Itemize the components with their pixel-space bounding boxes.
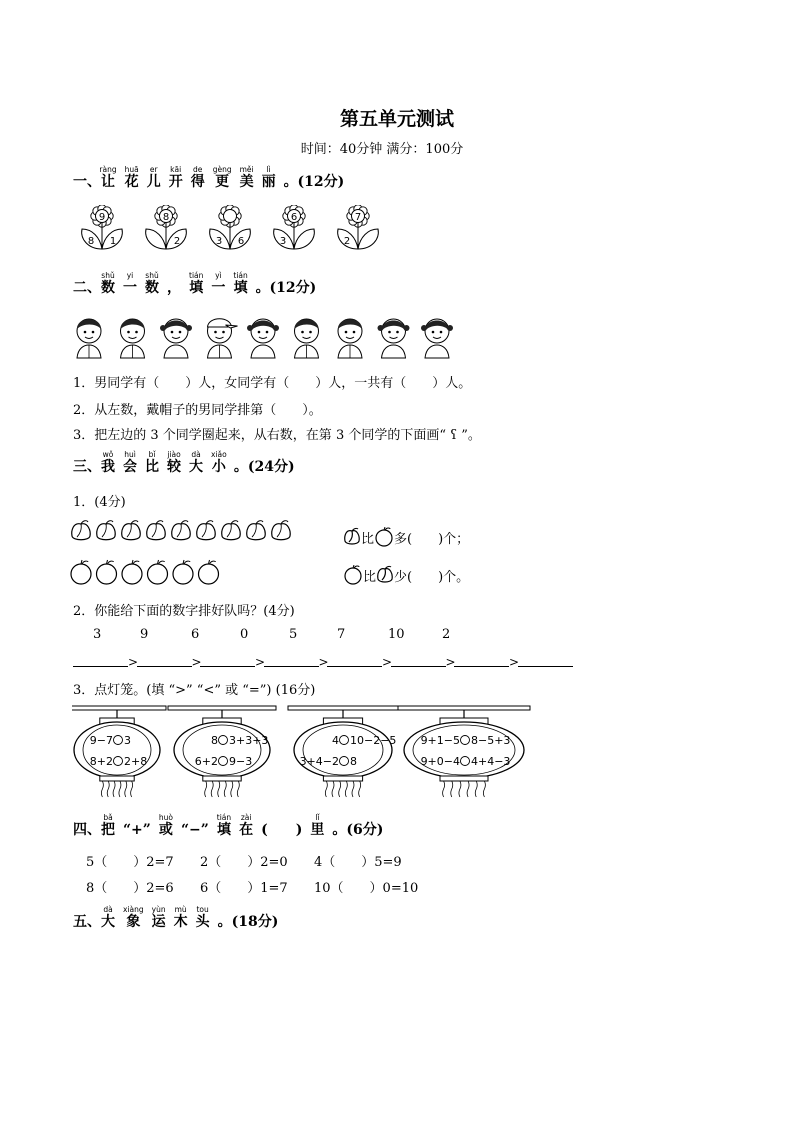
page-title: 第五单元测试: [339, 108, 454, 130]
child-capboy: [208, 319, 238, 358]
flower-center-number: 7: [354, 212, 362, 223]
pinyin: xiǎo: [211, 450, 227, 459]
section-score: 。(24分): [233, 459, 295, 475]
lantern-expr-right: 8: [350, 755, 357, 768]
section-number: 三、: [73, 459, 101, 475]
leaf-left-number: 2: [343, 236, 351, 247]
lantern-expr-left: 6+2: [194, 755, 218, 768]
child-girl: [247, 319, 279, 358]
heading-char: 或huò: [158, 813, 173, 838]
lantern-expr-left: 8+2: [89, 755, 113, 768]
greater-than-sign: >: [128, 655, 139, 669]
heading-char: 较jiào: [167, 450, 181, 475]
equation[interactable]: 2（ ）2=0: [200, 855, 288, 870]
section-4-heading: [73, 814, 383, 839]
pinyin: yùn: [151, 905, 166, 914]
pinyin: huā: [124, 165, 139, 174]
peach-icon: [222, 521, 240, 540]
digit: 10: [388, 627, 405, 642]
section-1-heading: [73, 166, 344, 191]
heading-char: 木mù: [173, 905, 188, 930]
section-5-heading: [73, 906, 278, 931]
section-score: 。(18分): [217, 914, 279, 930]
question-2-2: 2．从左数，戴帽子的男同学排第（ ）。: [73, 403, 322, 418]
pinyin: ràng: [99, 165, 117, 174]
flower: [210, 205, 251, 249]
heading-char: 填tián: [216, 813, 232, 838]
lantern-expr-right: 9−3: [229, 755, 253, 768]
heading-char: 儿er: [146, 165, 161, 190]
fruit-rows-illustration: [70, 515, 300, 595]
equation[interactable]: 8（ ）2=6: [86, 881, 174, 896]
section-number: 二、: [73, 280, 101, 296]
child-boy: [77, 319, 101, 358]
digit: 5: [289, 627, 298, 642]
answer-blank[interactable]: [73, 665, 128, 667]
question-2-1: 1．男同学有（ ）人，女同学有（ ）人，一共有（ ）人。: [73, 376, 472, 391]
digit: 7: [337, 627, 346, 642]
answer-blank[interactable]: [391, 665, 446, 667]
heading-char: 数shǔ: [145, 271, 159, 296]
pinyin: dà: [101, 905, 115, 914]
pinyin: huì: [123, 450, 137, 459]
pinyin: kāi: [168, 165, 183, 174]
section-number: 五、: [73, 914, 101, 930]
leaf-right-number: 2: [173, 236, 181, 247]
page-subtitle: 时间：40分钟 满分：100分: [300, 142, 464, 157]
compare-circle: [340, 757, 349, 766]
pinyin: huò: [158, 813, 173, 822]
compare-less-blank[interactable]: 少( )个。: [394, 569, 470, 585]
compare-circle: [114, 736, 123, 745]
heading-char: 会huì: [123, 450, 137, 475]
pinyin: jiào: [167, 450, 181, 459]
equation[interactable]: 5（ ）2=7: [86, 855, 174, 870]
heading-char: 我wǒ: [101, 450, 115, 475]
section-score: 。(12分): [255, 280, 317, 296]
heading-char: 一yì: [211, 271, 226, 296]
flower-center-number: 6: [290, 212, 298, 223]
pinyin: shǔ: [145, 271, 159, 280]
flower: [146, 205, 187, 249]
heading-char: 头tou: [195, 905, 210, 930]
answer-blank[interactable]: [327, 665, 382, 667]
lantern-expr-left: 9+1−5: [420, 734, 460, 747]
leaf-left-number: 3: [215, 236, 223, 247]
question-3-3: 3．点灯笼。(填 “>” “<” 或 “=”) (16分): [73, 683, 316, 698]
lantern: [168, 706, 276, 797]
pinyin: lì: [261, 165, 276, 174]
heading-char: 比bǐ: [145, 450, 159, 475]
compare-circle: [114, 757, 123, 766]
heading-char: 里lǐ: [310, 813, 325, 838]
heading-char: 运yùn: [151, 905, 166, 930]
answer-blank[interactable]: [200, 665, 255, 667]
apple-icon: [71, 560, 91, 584]
compare-circle: [219, 757, 228, 766]
heading-char: 一yi: [123, 271, 137, 296]
answer-blank[interactable]: [518, 665, 573, 667]
pinyin: er: [146, 165, 161, 174]
equation[interactable]: 4（ ）5=9: [314, 855, 402, 870]
compare-peach-apple: [343, 524, 469, 550]
greater-than-sign: >: [509, 655, 520, 669]
peach-icon: [72, 521, 90, 540]
children-illustration: [72, 312, 467, 362]
flowers-illustration: [76, 205, 386, 255]
heading-char: 丽lì: [261, 165, 276, 190]
question-2-3: 3．把左边的 3 个同学圈起来，从右数，在第 3 个同学的下面画“ ʕ ”。: [73, 428, 481, 443]
flower-center-number: 9: [98, 212, 106, 223]
section-score: 。(12分): [283, 174, 345, 190]
lanterns-illustration: [72, 700, 542, 806]
section-number: 四、: [73, 822, 101, 838]
lantern-expr-right: 3+3+3: [229, 734, 269, 747]
lantern-expr-left: 9−7: [89, 734, 113, 747]
pinyin: tou: [195, 905, 210, 914]
lantern-expr-right: 8−5+3: [471, 734, 511, 747]
flower: [338, 205, 379, 249]
pinyin: shǔ: [101, 271, 115, 280]
question-3-2: 2．你能给下面的数字排好队吗？(4分): [73, 604, 295, 619]
lantern-expr-right: 3: [124, 734, 131, 747]
greater-than-sign: >: [191, 655, 202, 669]
compare-word-than: 比: [363, 569, 377, 585]
equation[interactable]: 10（ ）0=10: [314, 881, 419, 896]
heading-char: 在zài: [239, 813, 254, 838]
apple-icon: [343, 565, 363, 585]
compare-more-blank[interactable]: 多( )个；: [394, 531, 470, 547]
child-boy: [121, 319, 145, 358]
flower: [274, 205, 315, 249]
heading-char: “−”: [180, 822, 209, 838]
compare-word-than: 比: [361, 531, 375, 547]
peach-icon: [343, 527, 361, 547]
child-boy: [338, 319, 362, 358]
lantern-expr-left: 8: [211, 734, 218, 747]
pinyin: tián: [216, 813, 232, 822]
peach-icon: [97, 521, 115, 540]
heading-char: 让ràng: [99, 165, 117, 190]
lantern-expr-right: 2+8: [124, 755, 148, 768]
heading-char: “+”: [123, 822, 151, 838]
apple-icon: [148, 560, 168, 584]
pinyin: tián: [189, 271, 204, 280]
lantern-expr-right: 10−2−5: [350, 734, 397, 747]
heading-char: ，: [167, 280, 181, 296]
digit: 9: [140, 627, 149, 642]
heading-char: 填tián: [233, 271, 248, 296]
peach-icon: [272, 521, 290, 540]
heading-char: 更gèng: [212, 165, 232, 190]
pinyin: wǒ: [101, 450, 115, 459]
heading-char: 大dà: [189, 450, 203, 475]
pinyin: tián: [233, 271, 248, 280]
pinyin: mù: [173, 905, 188, 914]
apple-icon: [374, 527, 394, 547]
apple-icon: [97, 560, 117, 584]
section-number: 一、: [73, 174, 101, 190]
heading-char: 大dà: [101, 905, 115, 930]
lantern: [72, 706, 166, 797]
answer-blank[interactable]: [454, 665, 509, 667]
lantern-expr-left: 4: [332, 734, 339, 747]
heading-char: 数shǔ: [101, 271, 115, 296]
peach-icon: [197, 521, 215, 540]
leaf-right-number: 6: [237, 236, 245, 247]
greater-than-sign: >: [318, 655, 329, 669]
heading-char: 象xiàng: [123, 905, 144, 930]
section-2-heading: [73, 272, 316, 297]
equation[interactable]: 6（ ）1=7: [200, 881, 288, 896]
compare-circle: [461, 736, 470, 745]
pinyin: de: [190, 165, 205, 174]
digit: 6: [191, 627, 200, 642]
digit-row: [0, 627, 794, 645]
peach-icon: [147, 521, 165, 540]
section-3-heading: [73, 451, 295, 476]
child-girl: [378, 319, 410, 358]
heading-char: 小xiǎo: [211, 450, 227, 475]
heading-char: 填tián: [189, 271, 204, 296]
lantern: [288, 706, 398, 797]
pinyin: yì: [211, 271, 226, 280]
pinyin: měi: [239, 165, 254, 174]
peach-icon: [247, 521, 265, 540]
ordering-blanks: [0, 652, 794, 670]
child-girl: [160, 319, 192, 358]
lantern-expr-left: 9+0−4: [420, 755, 460, 768]
answer-blank[interactable]: [137, 665, 192, 667]
flower: [82, 205, 123, 249]
peach-icon: [376, 565, 394, 585]
child-girl: [421, 319, 453, 358]
operator-equations: [0, 851, 794, 901]
heading-char: 花huā: [124, 165, 139, 190]
pinyin: bǐ: [145, 450, 159, 459]
greater-than-sign: >: [445, 655, 456, 669]
compare-apple-peach: [343, 562, 469, 588]
pinyin: zài: [239, 813, 254, 822]
lantern-expr-left: 3+4−2: [299, 755, 339, 768]
child-boy: [295, 319, 319, 358]
compare-circle: [461, 757, 470, 766]
apple-icon: [173, 560, 193, 584]
compare-circle: [219, 736, 228, 745]
lantern-expr-right: 4+4−3: [471, 755, 511, 768]
answer-blank[interactable]: [264, 665, 319, 667]
digit: 3: [93, 627, 102, 642]
lantern: [398, 706, 530, 797]
digit: 0: [240, 627, 249, 642]
greater-than-sign: >: [382, 655, 393, 669]
heading-char: 开kāi: [168, 165, 183, 190]
leaf-left-number: 8: [87, 236, 95, 247]
question-3-1: 1．(4分): [73, 495, 126, 510]
section-score: 。(6分): [332, 822, 384, 838]
pinyin: xiàng: [123, 905, 144, 914]
pinyin: gèng: [212, 165, 232, 174]
leaf-right-number: 1: [109, 236, 117, 247]
compare-circle: [340, 736, 349, 745]
apple-icon: [122, 560, 142, 584]
pinyin: yi: [123, 271, 137, 280]
digit: 2: [442, 627, 451, 642]
pinyin: lǐ: [310, 813, 325, 822]
peach-icon: [172, 521, 190, 540]
heading-char: 得de: [190, 165, 205, 190]
heading-char: ( ): [261, 822, 303, 838]
greater-than-sign: >: [255, 655, 266, 669]
peach-icon: [122, 521, 140, 540]
heading-char: 把bǎ: [101, 813, 115, 838]
pinyin: bǎ: [101, 813, 115, 822]
leaf-left-number: 3: [279, 236, 287, 247]
heading-char: 美měi: [239, 165, 254, 190]
apple-icon: [199, 560, 219, 584]
flower-center-number: 8: [162, 212, 170, 223]
pinyin: dà: [189, 450, 203, 459]
